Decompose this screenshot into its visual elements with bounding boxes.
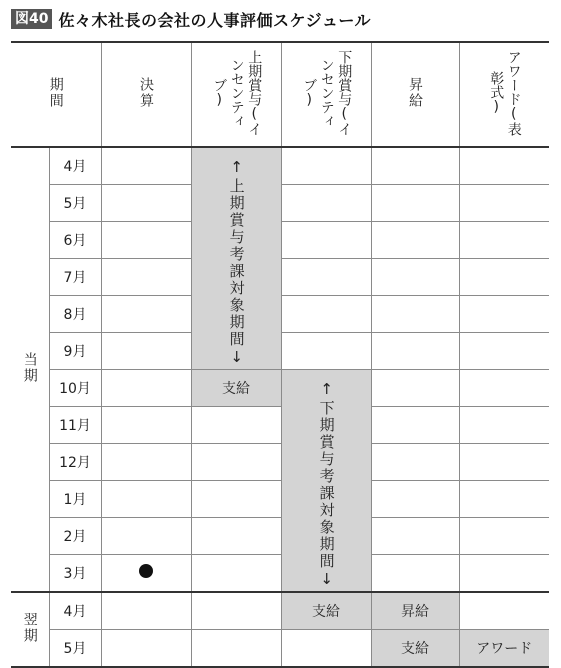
month-cell: 5月 bbox=[49, 630, 101, 668]
table-row bbox=[11, 630, 549, 668]
month-cell: 10月 bbox=[49, 370, 101, 407]
month-cell: 12月 bbox=[49, 444, 101, 481]
table-row bbox=[11, 518, 549, 555]
header-upper-bonus: 上期賞与(インセンティブ) bbox=[191, 42, 281, 147]
header-kessan: 決算 bbox=[101, 42, 191, 147]
month-cell: 5月 bbox=[49, 185, 101, 222]
upper-bonus-pay: 支給 bbox=[191, 370, 281, 407]
kessan-mark bbox=[101, 555, 191, 593]
month-cell: 2月 bbox=[49, 518, 101, 555]
month-cell: 3月 bbox=[49, 555, 101, 593]
raise-item: 昇給 bbox=[371, 592, 459, 630]
table-row bbox=[11, 370, 549, 407]
lower-bonus-pay: 支給 bbox=[281, 592, 371, 630]
figure-badge: 図40 bbox=[11, 9, 52, 29]
table-row bbox=[11, 147, 549, 185]
month-cell: 1月 bbox=[49, 481, 101, 518]
raise-pay: 支給 bbox=[371, 630, 459, 668]
figure-title-text: 佐々木社長の会社の人事評価スケジュール bbox=[58, 10, 372, 30]
month-cell: 8月 bbox=[49, 296, 101, 333]
header-lower-bonus: 下期賞与(インセンティブ) bbox=[281, 42, 371, 147]
header-row bbox=[11, 42, 549, 147]
group-current: 当期 bbox=[11, 147, 49, 592]
schedule-table bbox=[11, 41, 549, 668]
table-row bbox=[11, 481, 549, 518]
month-cell: 9月 bbox=[49, 333, 101, 370]
header-period: 期間 bbox=[11, 42, 101, 147]
table-row bbox=[11, 592, 549, 630]
group-next: 翌期 bbox=[11, 592, 49, 667]
month-cell: 4月 bbox=[49, 592, 101, 630]
month-cell: 6月 bbox=[49, 222, 101, 259]
header-raise: 昇給 bbox=[371, 42, 459, 147]
settlement-dot-icon bbox=[139, 564, 153, 578]
month-cell: 4月 bbox=[49, 147, 101, 185]
lower-bonus-period: ↑下期賞与考課対象期間↓ bbox=[281, 370, 371, 593]
figure-title bbox=[11, 7, 371, 31]
award-item: アワード bbox=[459, 630, 549, 668]
table-row bbox=[11, 444, 549, 481]
month-cell: 7月 bbox=[49, 259, 101, 296]
table-row bbox=[11, 407, 549, 444]
header-award: アワード(表彰式) bbox=[459, 42, 549, 147]
upper-bonus-period: ↑上期賞与考課対象期間↓ bbox=[191, 147, 281, 370]
table-row bbox=[11, 555, 549, 593]
month-cell: 11月 bbox=[49, 407, 101, 444]
